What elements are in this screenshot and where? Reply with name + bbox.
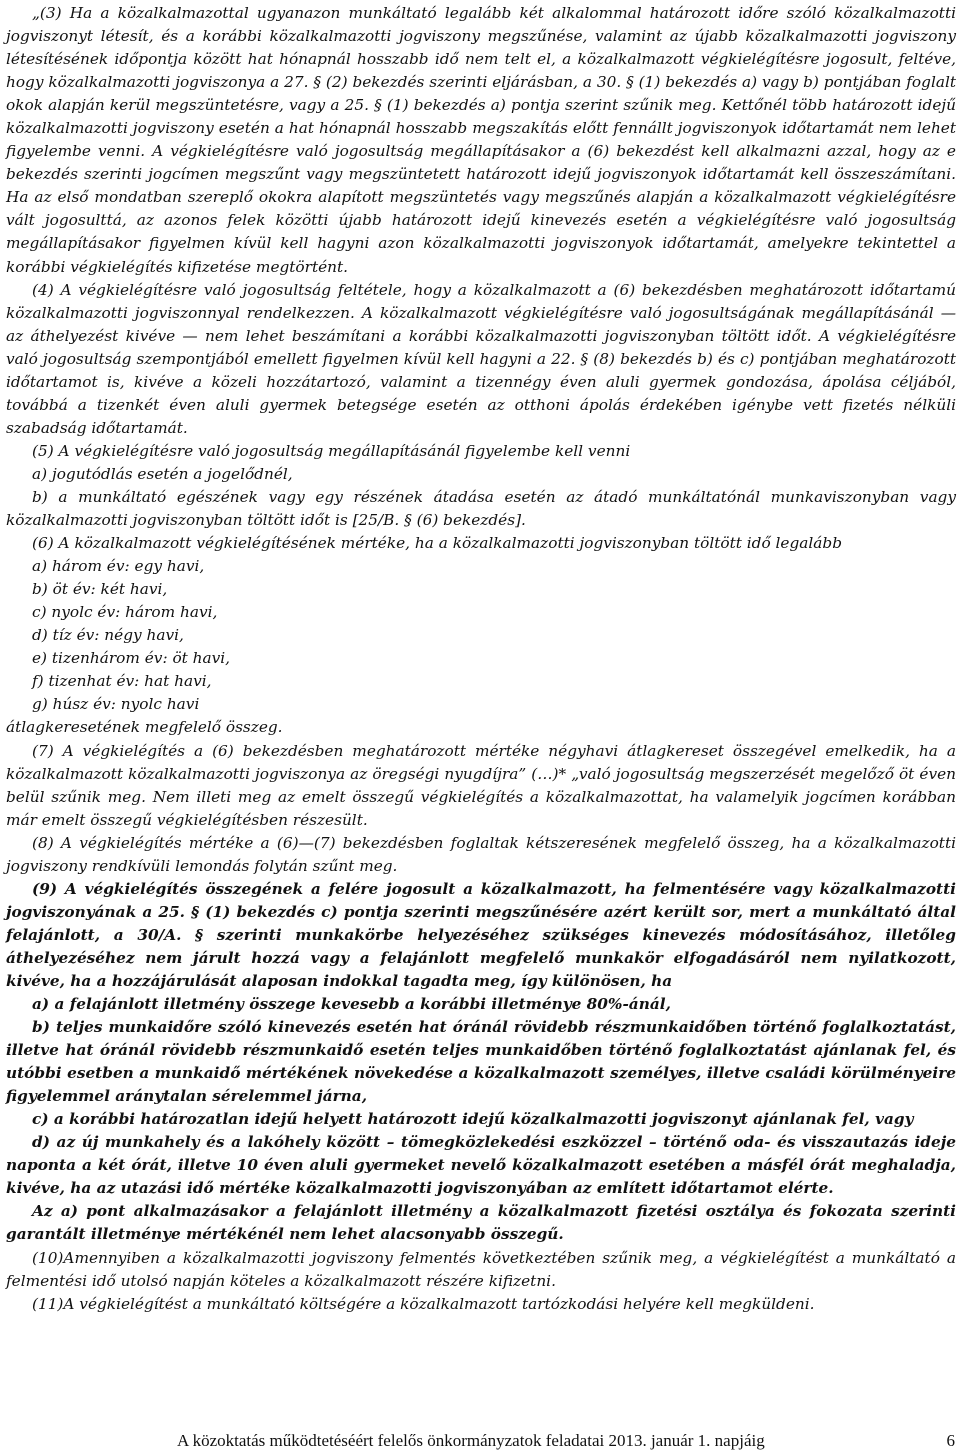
paragraph-6-item-f: f) tizenhat év: hat havi,: [32, 672, 212, 691]
paragraph-3: „(3) Ha a közalkalmazottal ugyanazon munkáltató legalább két alkalommal határozott időre szóló közalkalmazotti jogviszonyt létesít, és a korábbi közalkalmazotti jogviszony megszűnése, valamint az újabb közalkalmazotti jogviszony létesítésének időpontja között hat hónapnál hosszabb idő nem telt el, a közalkalmazott végkielégítésre jogosult, feltéve, hogy közalkalmazotti jogviszonya a 27. § (2) bekezdés szerinti eljárásban, a 30. § (1) bekezdés a) vagy b) pontjában foglalt okok alapján kerül megszüntetésre, vagy a 25. § (1) bekezdés a) pontja szerint szűnik meg. Kettőnél több határozott idejű közalkalmazotti jogviszony esetén a hat hónapnál hosszabb megszakítás előtt fennállt jogviszonyok időtartamát nem lehet figyelembe venni. A végkielégítésre való jogosultság megállapításakor a (6) bekezdést kell alkalmazni azzal, hogy az e bekezdés szerinti jogcímen megszűnt vagy megszüntetett határozott idejű jogviszonyok időtartamát kell összeszámítani. Ha az első mondatban szereplő okokra alapított megszüntetés vagy megszűnés alapján a közalkalmazott végkielégítésre vált jogosulttá, az azonos felek közötti újabb határozott idejű kinevezés esetén a végkielégítésre való jogosultság megállapításakor figyelmen kívül kell hagyni azon közalkalmazotti jogviszonyok időtartamát, amelyekre tekintettel a korábbi végkielégítés kifizetése megtörtént.: [6, 4, 956, 276]
paragraph-9-outro: Az a) pont alkalmazásakor a felajánlott illetmény a közalkalmazott fizetési osztálya és fokozata szerinti garantált illetménye mértékénél nem lehet alacsonyabb összegű.: [6, 1202, 956, 1244]
paragraph-6-item-c: c) nyolc év: három havi,: [32, 603, 218, 622]
page-footer: [0, 1429, 955, 1453]
paragraph-8: (8) A végkielégítés mértéke a (6)—(7) bekezdésben foglaltak kétszeresének megfelelő összeg, ha a közalkalmazotti jogviszony rendkívüli lemondás folytán szűnt meg.: [6, 833, 956, 875]
paragraph-9-intro: (9) A végkielégítés összegének a felére jogosult a közalkalmazott, ha felmentésére vagy közalkalmazotti jogviszonyának a 25. § (1) bekezdés c) pontja szerinti megszűnésére azért került sor, mert a munkáltató által felajánlott, a 30/A. § szerinti munkakörbe helyezéséhez szükséges kinevezés módosításához, illetőleg áthelyezéséhez nem járult hozzá vagy a felajánlott megfelelő munkakör elfogadásáról nem nyilatkozott, kivéve, ha a hozzájárulását alaposan indokkal tagadta meg, így különösen, ha: [6, 879, 956, 990]
paragraph-9-item-d: d) az új munkahely és a lakóhely között – tömegközlekedési eszközzel – történő oda- és visszautazás ideje naponta a két órát, illetve 10 éven aluli gyermeket nevelő közalkalmazott esetében a másfél órát meghaladja, kivéve, ha az utazási idő mértéke közalkalmazotti jogviszonyában az említett időtartamot elérte.: [6, 1133, 956, 1198]
paragraph-5-item-b: b) a munkáltató egészének vagy egy részének átadása esetén az átadó munkáltatónál munkaviszonyban vagy közalkalmazotti jogviszonyban töltött időt is [25/B. § (6) bekezdés].: [6, 487, 956, 530]
paragraph-9-item-a: a) a felajánlott illetmény összege kevesebb a korábbi illetménye 80%-ánál,: [32, 995, 671, 1014]
paragraph-5-item-a: a) jogutódlás esetén a jogelődnél,: [32, 464, 293, 483]
paragraph-6-outro: átlagkeresetének megfelelő összeg.: [6, 718, 283, 737]
paragraph-7: (7) A végkielégítés a (6) bekezdésben meghatározott mértéke négyhavi átlagkereset összegével emelkedik, ha a közalkalmazott közalkalmazotti jogviszonya az öregségi nyugdíjra” (…)* „való jogosultság megszerzését megelőző öt éven belül szűnik meg. Nem illeti meg az emelt összegű végkielégítés a közalkalmazottat, ha valamelyik jogcímen korábban már emelt összegű végkielégítésben részesült.: [6, 741, 956, 829]
document-body: [6, 2, 956, 1316]
paragraph-6-item-e: e) tizenhárom év: öt havi,: [32, 649, 231, 668]
paragraph-4: (4) A végkielégítésre való jogosultság feltétele, hogy a közalkalmazott a (6) bekezdésben meghatározott időtartamú közalkalmazotti jogviszonnyal rendelkezzen. A közalkalmazott végkielégítésre való jogosultságának megállapításánál — az áthelyezést kivéve — nem lehet beszámítani a korábbi közalkalmazotti jogviszonyban töltött időt. A végkielégítésre való jogosultság szempontjából emellett figyelmen kívül kell hagyni a 22. § (8) bekezdés b) és c) pontjában meghatározott időtartamot is, kivéve a közeli hozzátartozó, valamint a tizennégy éven aluli gyermek gondozása, ápolása céljából, továbbá a tizenkét éven aluli gyermek betegsége esetén az otthoni ápolás érdekében igénybe vett fizetés nélküli szabadság időtartamát.: [6, 280, 956, 437]
paragraph-6-item-d: d) tíz év: négy havi,: [32, 626, 184, 645]
page-number: 6: [946, 1431, 955, 1450]
paragraph-6-intro: (6) A közalkalmazott végkielégítésének mértéke, ha a közalkalmazotti jogviszonyban töltött idő legalább: [32, 534, 842, 553]
paragraph-6-item-g: g) húsz év: nyolc havi: [32, 695, 200, 714]
paragraph-6-item-a: a) három év: egy havi,: [32, 557, 205, 576]
paragraph-11: (11)A végkielégítést a munkáltató költségére a közalkalmazott tartózkodási helyére kell megküldeni.: [32, 1294, 815, 1313]
paragraph-9-item-c: c) a korábbi határozatlan idejű helyett határozott idejű közalkalmazotti jogviszonyt ajánlanak fel, vagy: [32, 1110, 914, 1129]
paragraph-10: (10)Amennyiben a közalkalmazotti jogviszony felmentés következtében szűnik meg, a végkielégítést a munkáltató a felmentési idő utolsó napján köteles a közalkalmazott részére kifizetni.: [6, 1248, 956, 1290]
paragraph-6-item-b: b) öt év: két havi,: [32, 580, 168, 599]
paragraph-5-intro: (5) A végkielégítésre való jogosultság megállapításánál figyelembe kell venni: [32, 441, 631, 460]
footer-text: A közoktatás működtetéséért felelős önkormányzatok feladatai 2013. január 1. napjáig: [177, 1431, 765, 1450]
paragraph-9-item-b: b) teljes munkaidőre szóló kinevezés esetén hat óránál rövidebb részmunkaidőben történő foglalkoztatást, illetve hat óránál rövidebb részmunkaidő esetén teljes munkaidőben történő foglalkoztatást ajánlanak fel, és utóbbi esetben a munkaidő mértékének növekedése a közalkalmazott személyes, illetve családi körülményeire figyelemmel aránytalan sérelemmel járna,: [6, 1018, 956, 1106]
